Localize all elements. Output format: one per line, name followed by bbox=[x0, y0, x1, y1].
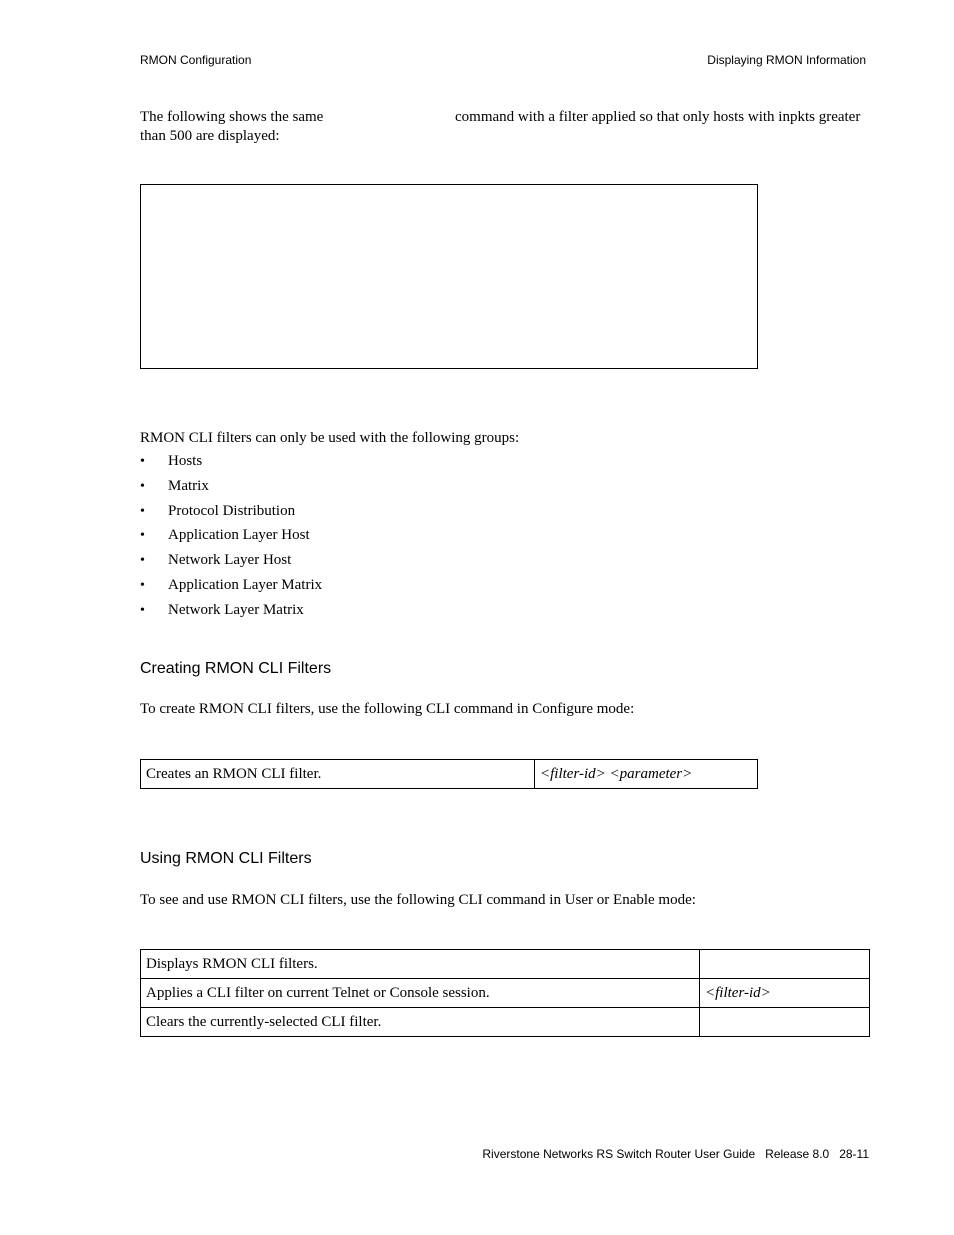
list-item bbox=[140, 576, 322, 601]
intro-text-end: command with a filter applied so that only hosts with inpkts greater bbox=[455, 109, 861, 125]
command-syntax: <filter-id> bbox=[700, 979, 870, 1008]
section-heading-creating: Creating RMON CLI Filters bbox=[140, 660, 332, 677]
create-command-table bbox=[140, 759, 758, 789]
list-item-label: Application Layer Matrix bbox=[168, 576, 323, 593]
list-item bbox=[140, 452, 322, 477]
list-item bbox=[140, 551, 322, 576]
command-description: Applies a CLI filter on current Telnet or Console session. bbox=[141, 979, 700, 1008]
bullet-icon: • bbox=[140, 503, 145, 519]
page-header-section: RMON Configuration bbox=[140, 53, 252, 67]
list-item bbox=[140, 502, 322, 527]
list-item bbox=[140, 477, 322, 502]
command-syntax: <filter-id> <parameter> bbox=[535, 760, 758, 789]
table-row bbox=[141, 760, 758, 789]
intro-text-line2: than 500 are displayed: bbox=[140, 128, 280, 144]
list-item bbox=[140, 526, 322, 551]
intro-text-start: The following shows the same bbox=[140, 109, 324, 125]
command-description: Displays RMON CLI filters. bbox=[141, 950, 700, 979]
section-heading-using: Using RMON CLI Filters bbox=[140, 850, 312, 867]
groups-intro-text: RMON CLI filters can only be used with the following groups: bbox=[140, 430, 520, 446]
bullet-icon: • bbox=[140, 478, 145, 494]
list-item-label: Application Layer Host bbox=[168, 527, 310, 544]
command-syntax bbox=[700, 950, 870, 979]
list-item-label: Network Layer Host bbox=[168, 552, 292, 569]
command-description: Creates an RMON CLI filter. bbox=[141, 760, 535, 789]
using-intro-text: To see and use RMON CLI filters, use the following CLI command in User or Enable mode: bbox=[140, 892, 696, 908]
page-header-title: Displaying RMON Information bbox=[707, 53, 866, 67]
list-item-label: Hosts bbox=[168, 453, 203, 469]
table-row bbox=[141, 950, 870, 979]
creating-intro-text: To create RMON CLI filters, use the following CLI command in Configure mode: bbox=[140, 701, 635, 717]
list-item-label: Matrix bbox=[168, 477, 209, 494]
page-footer: Riverstone Networks RS Switch Router User Guide Release 8.0 28-11 bbox=[482, 1147, 869, 1161]
list-item bbox=[140, 601, 322, 626]
table-row bbox=[141, 979, 870, 1008]
bullet-icon: • bbox=[140, 528, 145, 544]
bullet-icon: • bbox=[140, 577, 145, 593]
list-item-label: Protocol Distribution bbox=[168, 502, 296, 519]
groups-list bbox=[140, 452, 322, 626]
table-row bbox=[141, 1008, 870, 1037]
command-syntax bbox=[700, 1008, 870, 1037]
command-description: Clears the currently-selected CLI filter. bbox=[141, 1008, 700, 1037]
use-command-table bbox=[140, 949, 870, 1037]
example-output-box bbox=[140, 184, 758, 369]
list-item-label: Network Layer Matrix bbox=[168, 601, 304, 618]
bullet-icon: • bbox=[140, 454, 145, 469]
bullet-icon: • bbox=[140, 553, 145, 569]
bullet-icon: • bbox=[140, 602, 145, 618]
